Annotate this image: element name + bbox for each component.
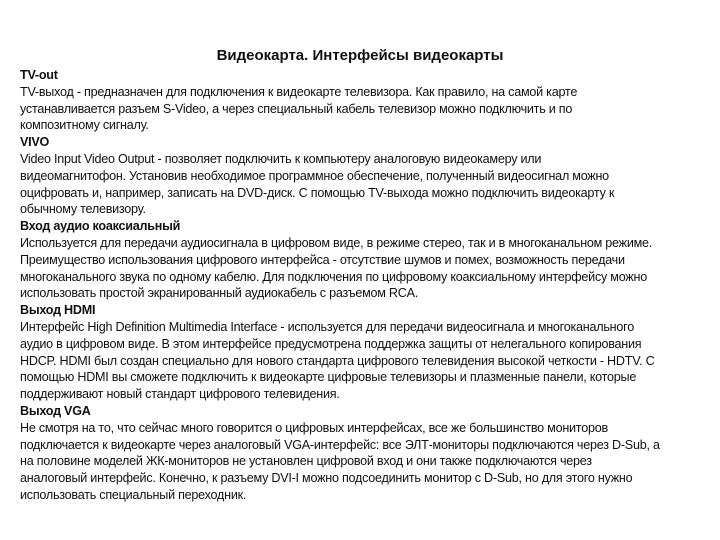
section-heading: Выход VGA: [20, 403, 91, 418]
section: [20, 67, 715, 134]
paragraph-line: обычному телевизору.: [20, 202, 146, 217]
page-title: Видеокарта. Интерфейсы видеокарты: [216, 47, 504, 64]
paragraph-line: устанавливается разъем S-Video, а через специальный кабель телевизор можно подключить и по: [20, 101, 573, 116]
section-heading: Выход HDMI: [20, 303, 96, 318]
paragraph-line: помощью HDMI вы сможете подключить к видеокарте цифровые телевизоры и плазменные панели, которые: [20, 370, 637, 385]
paragraph-line: Используется для передачи аудиосигнала в цифровом виде, в режиме стерео, так и в многоканальном режиме.: [20, 235, 653, 250]
paragraph-line: аудио в цифровом виде. В этом интерфейсе предусмотрена поддержка защиты от нелегального копирования: [20, 336, 642, 351]
section-heading: TV-out: [20, 68, 58, 82]
paragraph-line: видеомагнитофон. Установив необходимое программное обеспечение, полученный видеосигнал можно: [20, 168, 609, 183]
paragraph-line: Преимущество использования цифрового интерфейса - отсутствие шумов и помех, возможность передачи: [20, 252, 625, 267]
paragraph-line: HDCP. HDMI был создан специально для нового стандарта цифрового телевидения высокой четкости - HDTV. С: [20, 353, 655, 368]
paragraph-line: использовать специальный переходник.: [20, 487, 247, 502]
section: [20, 218, 715, 302]
paragraph-line: композитному сигналу.: [20, 118, 149, 133]
paragraph-line: Video Input Video Output - позволяет подключить к компьютеру аналоговую видеокамеру или: [20, 151, 542, 166]
section-heading: VIVO: [20, 135, 50, 150]
paragraph-line: Не смотря на то, что сейчас много говорится о цифровых интерфейсах, все же большинство мониторов: [20, 420, 608, 435]
section: [20, 302, 715, 403]
paragraph-line: аналоговый интерфейс. Конечно, к разъему DVI-I можно подсоединить монитор с D-Sub, но для этого нужно: [20, 471, 633, 486]
document-body: [20, 67, 715, 504]
paragraph-line: поддерживают новый стандарт цифрового телевидения.: [20, 387, 340, 402]
paragraph-line: TV-выход - предназначен для подключения к видеокарте телевизора. Как правило, на самой карте: [20, 84, 578, 99]
paragraph-line: Интерфейс High Definition Multimedia Interface - используется для передачи видеосигнала и многоканального: [20, 319, 634, 334]
section: [20, 134, 715, 218]
paragraph-line: многоканального звука по одному кабелю. Для подключения по цифровому коаксиальному интерфейсу можно: [20, 269, 647, 284]
paragraph-line: оцифровать и, например, записать на DVD-диск. С помощью TV-выхода можно подключить видеокарту к: [20, 185, 615, 200]
section: [20, 403, 715, 504]
paragraph-line: подключается к видеокарте через аналоговый VGA-интерфейс: все ЭЛТ-мониторы подключаются через D-Sub, а: [20, 437, 660, 452]
paragraph-line: использовать простой экранированный аудиокабель с разъемом RCA.: [20, 286, 418, 301]
section-heading: Вход аудио коаксиальный: [20, 219, 181, 234]
paragraph-line: на половине моделей ЖК-мониторов не установлен цифровой вход и они также подключаются через: [20, 454, 592, 469]
